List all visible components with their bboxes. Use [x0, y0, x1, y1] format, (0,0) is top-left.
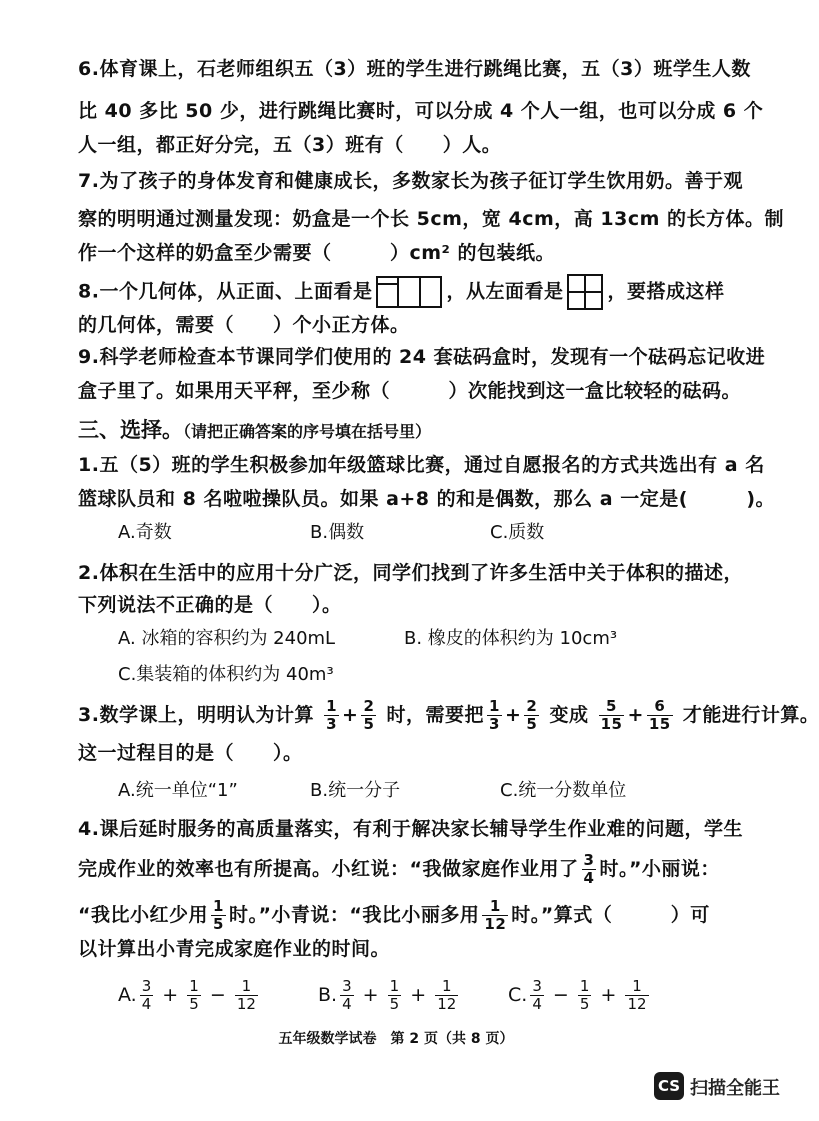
plus-sign: + [162, 984, 179, 1006]
fraction-5-15 [599, 698, 625, 733]
numerator: 1 [235, 978, 258, 996]
numerator: 1 [579, 977, 590, 995]
minus-sign: − [552, 984, 569, 1006]
numerator: 2 [526, 697, 538, 715]
q9-line-2: 盒子里了。如果用天平秤，至少称（ ）次能找到这一盒比较轻的砝码。 [78, 380, 742, 402]
fraction-2-5 [524, 698, 539, 733]
c4-text-l3a: “我比小红少用 [78, 904, 208, 926]
c1-line-1: 1.五（5）班的学生积极参加年级篮球比赛，通过自愿报名的方式共选出有 a 名 [78, 454, 765, 476]
c4-line-2 [78, 852, 720, 887]
c3-line-2: 这一过程目的是（ ）。 [78, 742, 303, 764]
page-footer: 五年级数学试卷 第 2 页（共 8 页） [278, 1031, 514, 1047]
denominator: 12 [437, 995, 457, 1013]
section-3-note: （请把正确答案的序号填在括号里） [183, 422, 432, 441]
plus-sign: + [342, 704, 359, 726]
denominator: 3 [326, 715, 338, 733]
c3-text-b: 时，需要把 [386, 704, 485, 726]
numerator: 5 [599, 698, 625, 716]
numerator: 1 [189, 977, 199, 995]
denominator: 4 [532, 995, 542, 1013]
fraction-1-3 [487, 698, 502, 733]
camscanner-logo-icon: CS [654, 1072, 684, 1100]
plus-sign: + [504, 704, 522, 726]
c4-text-l2b: 时。”小丽说： [599, 858, 720, 880]
numerator: 2 [363, 697, 375, 715]
c4-option-a-label: A. [118, 984, 137, 1006]
denominator: 3 [489, 715, 500, 733]
c4-option-b-label: B. [318, 984, 338, 1006]
c4-option-a [118, 978, 261, 1013]
denominator: 5 [579, 995, 590, 1013]
c3-line-1 [78, 698, 819, 733]
fraction-3-4 [582, 852, 597, 887]
fraction-1-5 [578, 978, 592, 1013]
c2-line-2: 下列说法不正确的是（ ）。 [78, 594, 342, 616]
q8-text-c: ，要搭成这样 [607, 280, 725, 303]
c4-option-c [508, 978, 652, 1013]
numerator: 1 [489, 697, 500, 715]
q6-line-1: 6.体育课上，石老师组织五（3）班的学生进行跳绳比赛，五（3）班学生人数 [78, 58, 751, 80]
q8-text-b: ，从左面看是 [446, 280, 564, 303]
c4-line-1: 4.课后延时服务的高质量落实，有利于解决家长辅导学生作业难的问题，学生 [78, 818, 743, 840]
fraction-2-5 [361, 698, 376, 733]
plus-sign: + [362, 984, 379, 1006]
c3-text-a: 3.数学课上，明明认为计算 [78, 704, 314, 726]
c3-text-c: 变成 [549, 704, 589, 726]
fraction-6-15 [647, 698, 673, 733]
c4-text-l3b: 时。”小青说：“我比小丽多用 [228, 904, 480, 926]
denominator: 15 [648, 715, 671, 733]
denominator: 5 [389, 995, 400, 1013]
four-squares-diagram [567, 274, 603, 310]
plus-sign: + [627, 704, 644, 726]
numerator: 3 [141, 977, 152, 995]
denominator: 4 [342, 995, 352, 1013]
q8-text-a: 8.一个几何体，从正面、上面看是 [78, 280, 373, 303]
fraction-1-5 [388, 978, 402, 1013]
fraction-3-4 [140, 978, 154, 1013]
denominator: 4 [141, 995, 152, 1013]
denominator: 5 [526, 715, 538, 733]
numerator: 1 [213, 897, 224, 915]
plus-sign: + [410, 984, 427, 1006]
q8-line-1 [78, 274, 724, 310]
c3-option-b: B.统一分子 [310, 780, 401, 801]
plus-sign: + [600, 984, 617, 1006]
fraction-1-12 [235, 978, 258, 1013]
c2-line-1: 2.体积在生活中的应用十分广泛，同学们找到了许多生活中关于体积的描述， [78, 562, 743, 584]
q8-line-2: 的几何体，需要（ ）个小正方体。 [78, 314, 410, 336]
numerator: 1 [625, 978, 648, 996]
numerator: 1 [389, 977, 400, 995]
three-squares-diagram [376, 276, 442, 308]
c3-text-d: 才能进行计算。 [682, 704, 819, 726]
fraction-3-4 [340, 978, 354, 1013]
c2-option-b: B. 橡皮的体积约为 10cm³ [404, 628, 618, 649]
section-3-heading [78, 414, 431, 444]
minus-sign: − [209, 984, 226, 1006]
numerator: 3 [532, 977, 542, 995]
q7-line-2: 察的明明通过测量发现：奶盒是一个长 5cm，宽 4cm，高 13cm 的长方体。制 [78, 208, 785, 230]
denominator: 5 [213, 915, 224, 933]
section-3-title: 三、选择。 [78, 418, 183, 442]
c1-line-2: 篮球队员和 8 名啦啦操队员。如果 a+8 的和是偶数，那么 a 一定是( )。 [78, 488, 776, 510]
denominator: 5 [189, 995, 199, 1013]
c3-option-c: C.统一分数单位 [500, 780, 627, 801]
denominator: 5 [363, 715, 375, 733]
c1-option-c: C.质数 [490, 522, 545, 543]
numerator: 1 [435, 978, 458, 996]
numerator: 3 [342, 977, 352, 995]
denominator: 12 [627, 995, 647, 1013]
numerator: 3 [583, 851, 595, 869]
c4-text-l2a: 完成作业的效率也有所提高。小红说：“我做家庭作业用了 [78, 858, 579, 880]
denominator: 4 [583, 869, 595, 887]
c2-option-c: C.集装箱的体积约为 40m³ [118, 664, 334, 685]
denominator: 12 [236, 995, 256, 1013]
fraction-1-12 [435, 978, 458, 1013]
fraction-1-5 [187, 978, 201, 1013]
q6-line-2: 比 40 多比 50 少，进行跳绳比赛时，可以分成 4 个人一组，也可以分成 6 个 [78, 100, 764, 122]
c4-line-4: 以计算出小青完成家庭作业的时间。 [78, 938, 391, 960]
fraction-1-5 [211, 898, 226, 933]
fraction-1-3 [324, 698, 339, 733]
c3-option-a: A.统一单位“1” [118, 780, 238, 801]
fraction-1-12 [625, 978, 648, 1013]
numerator: 1 [482, 898, 508, 916]
c2-option-a: A. 冰箱的容积约为 240mL [118, 628, 336, 649]
camscanner-label: 扫描全能王 [690, 1078, 780, 1099]
c4-option-b [318, 978, 461, 1013]
c1-option-a: A.奇数 [118, 522, 172, 543]
q7-line-1: 7.为了孩子的身体发育和健康成长，多数家长为孩子征订学生饮用奶。善于观 [78, 170, 743, 192]
fraction-1-12 [482, 898, 508, 933]
fraction-3-4 [530, 978, 544, 1013]
c1-option-b: B.偶数 [310, 522, 365, 543]
q6-line-3: 人一组，都正好分完，五（3）班有（ ）人。 [78, 134, 502, 156]
numerator: 6 [647, 698, 673, 716]
denominator: 15 [600, 715, 623, 733]
c4-text-l3c: 时。”算式（ ）可 [511, 904, 710, 926]
q9-line-1: 9.科学老师检查本节课同学们使用的 24 套砝码盒时，发现有一个砝码忘记收进 [78, 346, 766, 368]
c4-line-3 [78, 898, 710, 933]
c4-option-c-label: C. [508, 984, 528, 1006]
q7-line-3: 作一个这样的奶盒至少需要（ ）cm² 的包装纸。 [78, 242, 555, 264]
numerator: 1 [326, 697, 338, 715]
denominator: 12 [484, 915, 507, 933]
